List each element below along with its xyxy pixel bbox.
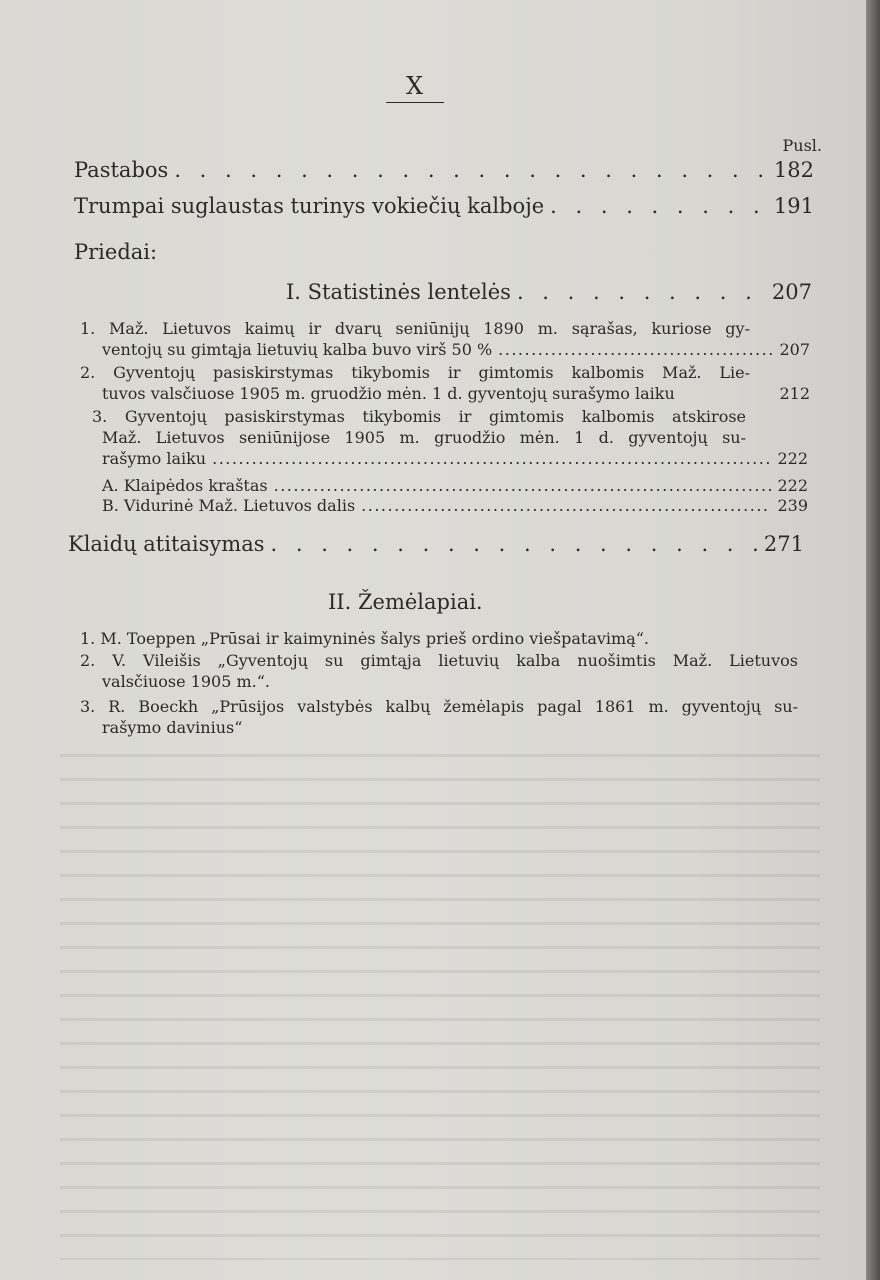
toc-item-2 [80,362,810,404]
dot-leader [271,532,758,556]
toc-entry-title: B. Vidurinė Maž. Lietuvos dalis [102,496,356,515]
dot-leader [498,339,773,360]
toc-item-line: Maž. Lietuvos seniūnijose 1905 m. gruodžio mėn. 1 d. gyventojų su- [102,428,746,447]
toc-item-3b [102,496,808,515]
toc-entry-pastabos [74,158,814,182]
dot-leader [212,448,771,469]
toc-entry-turinys [74,194,814,218]
map-item-line: 3. R. Boeckh „Prūsijos valstybės kalbų žemėlapis pagal 1861 m. gyventojų su- [80,697,798,716]
toc-item-3a [102,476,808,495]
map-item-line: rašymo davinius“ [102,718,243,737]
toc-item-1 [80,318,810,360]
toc-entry-title: A. Klaipėdos kraštas [102,476,268,495]
map-item-line: valsčiuose 1905 m.“. [102,672,271,691]
toc-entry-page: 222 [777,449,808,468]
toc-entry-page: 239 [777,496,808,515]
toc-heading-zemelapiai: II. Žemėlapiai. [328,590,483,614]
map-item-line: 1. M. Toeppen „Prūsai ir kaimyninės šalys prieš ordino viešpatavimą“. [80,629,650,648]
toc-item-line [92,448,808,469]
toc-entry-page: 207 [771,280,812,304]
page-number-underline [386,102,444,103]
toc-entry-page: 222 [777,476,808,495]
toc-item-text: tuvos valsčiuose 1905 m. gruodžio mėn. 1 d. gyventojų surašymo laiku [102,384,675,403]
map-item-3 [80,696,810,738]
toc-item-line: 1. Maž. Lietuvos kaimų ir dvarų seniūnijų 1890 m. sąrašas, kuriose gy- [80,319,750,338]
page-number: X [405,72,425,100]
dot-leader [550,194,768,218]
toc-entry-klaidu [68,532,804,556]
toc-entry-title: Klaidų atitaisymas [68,532,265,556]
toc-entry-statistines [286,280,812,304]
map-item-1 [80,628,810,649]
toc-item-text: ventojų su gimtąja lietuvių kalba buvo virš 50 % [102,340,493,359]
dot-leader [274,476,772,495]
map-item-2 [80,650,810,692]
toc-item-3 [92,406,812,469]
toc-heading-priedai: Priedai: [74,240,158,264]
toc-entry-title: I. Statistinės lentelės [286,280,511,304]
toc-entry-page: 182 [773,158,814,182]
toc-item-line [80,383,810,404]
toc-entry-page: 191 [773,194,814,218]
page-column-header: Pusl. [782,136,822,155]
toc-entry-page: 207 [779,340,810,359]
toc-item-line: 3. Gyventojų pasiskirstymas tikybomis ir gimtomis kalbomis atskirose [92,407,746,426]
dot-leader [174,158,768,182]
dot-leader [517,280,766,304]
toc-entry-title: Trumpai suglaustas turinys vokiečių kalboje [74,194,545,218]
toc-item-line [80,339,810,360]
toc-entry-title: Pastabos [74,158,169,182]
toc-entry-page: 271 [763,532,804,556]
map-item-line: 2. V. Vileišis „Gyventojų su gimtąja lietuvių kalba nuošimtis Maž. Lietuvos [80,651,798,670]
book-page-edge [866,0,880,1280]
toc-entry-page: 212 [779,384,810,403]
toc-item-text: rašymo laiku [102,449,207,468]
toc-item-line: 2. Gyventojų pasiskirstymas tikybomis ir gimtomis kalbomis Maž. Lie- [80,363,750,382]
dot-leader [361,496,771,515]
bleed-through-text [60,740,820,1260]
